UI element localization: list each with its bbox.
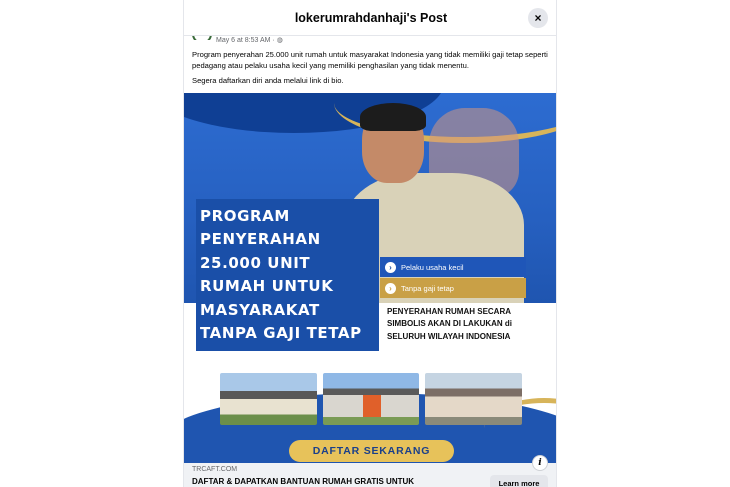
post-text	[192, 50, 552, 92]
pill-label: Pelaku usaha kecil	[401, 262, 464, 272]
house-photos	[220, 373, 522, 425]
subtext: PENYERAHAN RUMAH SECARA SIMBOLIS AKAN DI LAKUKAN di SELURUH WILAYAH INDONESIA	[387, 307, 513, 341]
info-icon[interactable]: i	[532, 455, 548, 471]
person-hair	[360, 103, 426, 131]
close-icon[interactable]: ×	[528, 8, 548, 28]
chevron-right-icon: ›	[385, 262, 396, 273]
post-paragraph-2: Segera daftarkan diri anda melalui link di bio.	[192, 76, 344, 85]
headline-text: PROGRAM PENYERAHAN 25.000 UNIT RUMAH UNTUK MASYARAKAT TANPA GAJI TETAP	[200, 207, 362, 343]
link-title[interactable]: DAFTAR & DAPATKAN BANTUAN RUMAH GRATIS UNTUK	[192, 477, 415, 486]
pill-pelaku-usaha	[380, 257, 526, 277]
modal-header	[184, 0, 557, 36]
post-timestamp[interactable]: May 6 at 8:53 AM ·	[216, 37, 277, 44]
house-photo	[425, 373, 522, 425]
learn-more-button[interactable]: Learn more	[490, 475, 548, 487]
post-meta	[216, 36, 283, 44]
post-modal	[183, 0, 557, 487]
pill-label: Tanpa gaji tetap	[401, 283, 454, 293]
globe-icon: ◍	[276, 37, 283, 44]
house-photo	[220, 373, 317, 425]
modal-title: lokerumrahdanhaji's Post	[294, 10, 448, 25]
link-preview-footer[interactable]	[184, 463, 557, 487]
house-photo	[323, 373, 420, 425]
ad-image[interactable]	[184, 93, 557, 463]
post-paragraph-1: Program penyerahan 25.000 unit rumah untuk masyarakat Indonesia yang tidak memiliki gaji tetap seperti pedagang atau pelaku usaha kecil yang memiliki penghasilan yang tidak menentu.	[192, 50, 548, 70]
chevron-right-icon: ›	[385, 283, 396, 294]
link-domain: TRCAFT.COM	[192, 466, 238, 473]
daftar-sekarang-banner: DAFTAR SEKARANG	[289, 440, 454, 462]
pill-tanpa-gaji	[380, 278, 526, 298]
